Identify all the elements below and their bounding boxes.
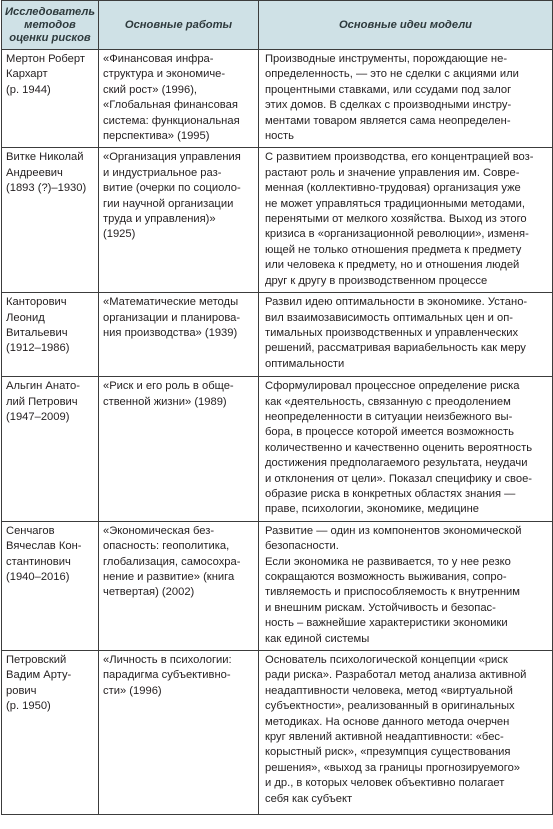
ideas-cell: Развитие — один из компонентов экономической безопасности. Если экономика не развивается, то у нее резко сокращаются возможность выживания, сопро- тивляемость и приспособляемость к внутренним и внешним рискам. Устойчивость и безопас- ность – важнейшие характеристики экономики как единой системы (259, 521, 553, 650)
ideas-cell: Производные инструменты, порождающие не- определенность, — это не сделки с акциями или процентными ставками, или ссудами под залог этих домов. В сделках с производными инстру- ментами товаром является сама неопределен- ность (259, 50, 553, 148)
table-row (2, 377, 553, 522)
table-row (2, 293, 553, 377)
researcher-cell: Мертон Роберт Кархарт (р. 1944) (2, 50, 99, 148)
works-cell: «Экономическая без- опасность: геополитика, глобализация, самосохра- нение и развитие» (книга четвертая) (2002) (99, 521, 259, 650)
header-works: Основные работы (99, 1, 259, 50)
ideas-cell: Основатель психологической концепции «риск ради риска». Разработал метод анализа активной неадаптивности человека, метод «виртуальной субъектности», реализованный в оригинальных методиках. На основе данного метода очерчен круг явлений активной неадаптивности: «бес- корыстный риск», «презумпция существования решения», «выход за границы прогнозируемого» и др., в которых человек объективно полагает себя как субъект (259, 651, 553, 815)
researcher-cell: Витке Николай Андреевич (1893 (?)–1930) (2, 148, 99, 293)
works-cell: «Личность в психологии: парадигма субъективно- сти» (1996) (99, 651, 259, 815)
table-row (2, 651, 553, 815)
ideas-cell: С развитием производства, его концентрацией воз- растают роль и значение управления им. Совре- менная (коллективно-трудовая) организация уже не может управляться традиционными методами, перенятыми от мелкого хозяйства. Выход из этого кризиса в «организационной революции», изменя- ющей не только отношения предмета к предмету или человека к предмету, но и отношения людей друг к другу в производственном процессе (259, 148, 553, 293)
works-cell: «Организация управления и индустриальное раз- витие (очерки по социоло- гии научной организации труда и управления)» (1925) (99, 148, 259, 293)
works-cell: «Риск и его роль в обще- ственной жизни» (1989) (99, 377, 259, 522)
table-header-row (2, 1, 553, 50)
ideas-cell: Развил идею оптимальности в экономике. Устано- вил взаимозависимость оптимальных цен и оп- тимальных производственных и управленческих решений, рассматривая вариабельность как меру оптимальности (259, 293, 553, 377)
researcher-cell: Канторович Леонид Витальевич (1912–1986) (2, 293, 99, 377)
researcher-cell: Сенчагов Вячеслав Кон- стантинович (1940–2016) (2, 521, 99, 650)
researcher-cell: Петровский Вадим Арту- рович (р. 1950) (2, 651, 99, 815)
table-row (2, 148, 553, 293)
table-row (2, 521, 553, 650)
table-row (2, 50, 553, 148)
ideas-cell: Сформулировал процессное определение риска как «деятельность, связанную с преодолением неопределенности в ситуации неизбежного вы- бора, в процессе которой имеется возможность количественно и качественно оценить вероятность достижения предполагаемого результата, неудачи и отклонения от цели». Показал специфику и свое- образие риска в конкретных областях знания — праве, психологии, экономике, медицине (259, 377, 553, 522)
researcher-cell: Альгин Анато- лий Петрович (1947–2009) (2, 377, 99, 522)
works-cell: «Математические методы организации и планирова- ния производства» (1939) (99, 293, 259, 377)
header-researcher: Исследователь методов оценки рисков (2, 1, 99, 50)
header-ideas: Основные идеи модели (259, 1, 553, 50)
risk-methods-table (1, 0, 553, 815)
works-cell: «Финансовая инфра- структура и экономиче- ский рост» (1996), «Глобальная финансовая система: функциональная перспектива» (1995) (99, 50, 259, 148)
